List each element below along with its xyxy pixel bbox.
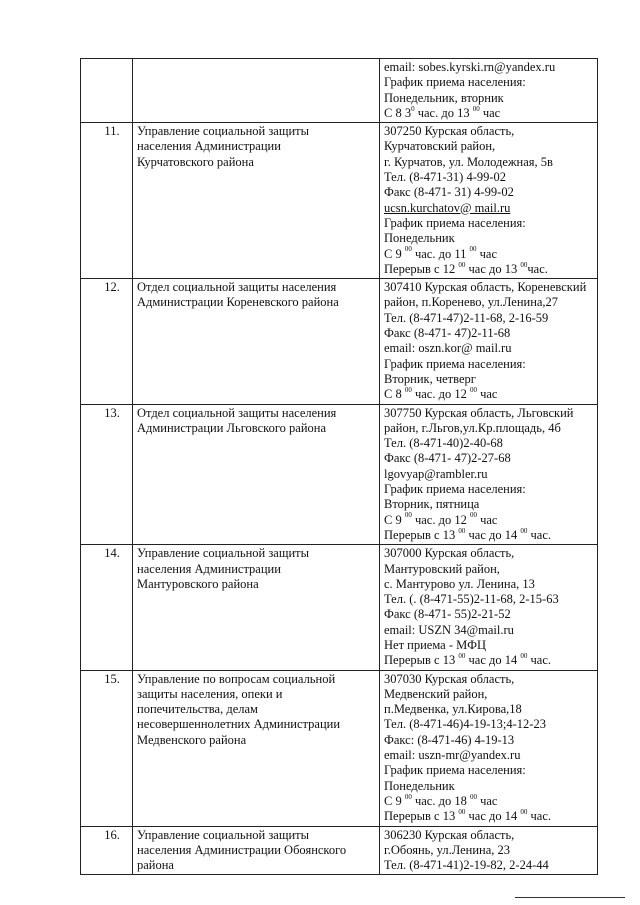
office-name-line: Курчатовского района <box>137 154 254 169</box>
contact-line: 307250 Курская область, <box>384 124 515 139</box>
row-number-cell <box>81 670 133 826</box>
time-minutes: 00 <box>404 245 412 254</box>
contact-line: Понедельник, вторник <box>384 90 504 105</box>
schedule-text: Перерыв с 13 <box>384 653 459 668</box>
contact-line: email: oszn.kor@ mail.ru <box>384 341 512 356</box>
table-row <box>81 123 598 279</box>
office-name-line: Медвенского района <box>137 732 247 747</box>
row-number: 15. <box>104 671 120 686</box>
office-name-line: несовершеннолетних Администрации <box>137 717 341 732</box>
time-minutes: 00 <box>472 104 480 113</box>
schedule-text: час <box>476 246 498 261</box>
schedule-line <box>384 794 594 809</box>
office-contact-cell <box>380 123 598 279</box>
office-name-line: Управление социальной защиты <box>137 124 310 139</box>
schedule-text: час до 14 <box>465 527 521 542</box>
row-number-cell <box>81 404 133 545</box>
schedule-text: час <box>476 793 498 808</box>
row-number: 13. <box>104 405 120 420</box>
contact-line: 307410 Курская область, Кореневский <box>384 280 587 295</box>
office-name-line: района <box>137 858 174 873</box>
table-row <box>81 404 598 545</box>
contact-line: Факс (8-471- 55)2-21-52 <box>384 607 511 622</box>
table-row <box>81 279 598 404</box>
time-minutes: 00 <box>520 808 528 817</box>
row-number: 14. <box>104 546 120 561</box>
office-name-line: Отдел социальной защиты населения <box>137 280 337 295</box>
table-row <box>81 545 598 670</box>
office-contact-cell <box>380 826 598 875</box>
contact-line: Факс (8-471- 47)2-11-68 <box>384 326 511 341</box>
contact-line: г.Обоянь, ул.Ленина, 23 <box>384 842 511 857</box>
office-contact-cell <box>380 545 598 670</box>
contact-line: п.Медвенка, ул.Кирова,18 <box>384 702 522 717</box>
schedule-text: С 8 3 <box>384 105 412 120</box>
office-contact-cell <box>380 279 598 404</box>
contact-line: Понедельник <box>384 231 455 246</box>
office-name-line: населения Администрации Обоянского <box>137 842 347 857</box>
contact-line: Тел. (. (8-471-55)2-11-68, 2-15-63 <box>384 592 559 607</box>
office-name-line: защиты населения, опеки и <box>137 686 283 701</box>
contact-line: с. Мантурово ул. Ленина, 13 <box>384 576 535 591</box>
time-minutes: 00 <box>520 652 528 661</box>
contact-line: email: sobes.kyrski.rn@yandex.ru <box>384 60 556 74</box>
schedule-text: час <box>476 512 498 527</box>
contact-line: Курчатовский район, <box>384 139 496 154</box>
office-name-line: Управление социальной защиты <box>137 827 310 842</box>
time-minutes: 00 <box>469 386 477 395</box>
contact-line: Тел. (8-471-31) 4-99-02 <box>384 170 507 185</box>
office-name-line: населения Администрации <box>137 139 281 154</box>
schedule-text: Перерыв с 13 <box>384 527 459 542</box>
contact-line: Понедельник <box>384 778 455 793</box>
office-name-cell <box>133 404 380 545</box>
contact-line: 307750 Курская область, Льговский <box>384 405 574 420</box>
time-minutes: 00 <box>458 808 466 817</box>
schedule-line <box>384 809 594 824</box>
office-name-line: попечительства, делам <box>137 702 258 717</box>
time-minutes: 00 <box>458 526 466 535</box>
contact-line: График приема населения: <box>384 763 526 778</box>
time-minutes: 00 <box>520 260 528 269</box>
time-minutes: 00 <box>404 792 412 801</box>
contact-line: 306230 Курская область, <box>384 827 515 842</box>
contact-line: 307000 Курская область, <box>384 546 515 561</box>
schedule-text: час. до 18 <box>411 793 470 808</box>
schedule-line <box>384 653 594 668</box>
time-minutes: 00 <box>458 260 466 269</box>
schedule-text: час. до 13 <box>414 105 473 120</box>
row-number-cell <box>81 545 133 670</box>
office-contact-cell <box>380 404 598 545</box>
table-row <box>81 59 598 123</box>
contact-line: Медвенский район, <box>384 686 488 701</box>
office-name-line: населения Администрации <box>137 561 281 576</box>
contact-line: График приема населения: <box>384 356 526 371</box>
schedule-line <box>384 528 594 543</box>
office-name-cell <box>133 123 380 279</box>
schedule-line <box>384 247 594 262</box>
office-name-line: Администрации Кореневского района <box>137 295 339 310</box>
office-name-cell <box>133 59 380 123</box>
schedule-line <box>384 106 594 121</box>
offices-table <box>80 58 598 875</box>
contact-line: Вторник, пятница <box>384 497 480 512</box>
schedule-text: час <box>479 105 501 120</box>
schedule-line <box>384 387 594 402</box>
schedule-text: час. <box>527 809 551 824</box>
schedule-text: час. <box>527 527 551 542</box>
time-minutes: 00 <box>404 386 412 395</box>
office-name-line: Мантуровского района <box>137 576 259 591</box>
table-row <box>81 826 598 875</box>
row-number-cell <box>81 123 133 279</box>
schedule-text: час. до 11 <box>411 246 470 261</box>
row-number-cell <box>81 279 133 404</box>
schedule-text: час до 14 <box>465 653 521 668</box>
contact-line: 307030 Курская область, <box>384 671 515 686</box>
email-link: ucsn.kurchatov@ mail.ru <box>384 200 511 215</box>
contact-line: Вторник, четверг <box>384 371 476 386</box>
footer-rule <box>515 897 625 898</box>
contact-line: График приема населения: <box>384 482 526 497</box>
contact-line: г. Курчатов, ул. Молодежная, 5в <box>384 154 553 169</box>
time-minutes: 00 <box>469 792 477 801</box>
office-name-line: Отдел социальной защиты населения <box>137 405 337 420</box>
offices-table-body <box>81 59 598 875</box>
schedule-text: Перерыв с 13 <box>384 809 459 824</box>
schedule-text: С 9 <box>384 512 405 527</box>
schedule-text: час. до 12 <box>411 387 470 402</box>
row-number: 12. <box>104 280 120 295</box>
schedule-text: С 9 <box>384 246 405 261</box>
contact-line: Тел. (8-471-46)4-19-13;4-12-23 <box>384 717 546 732</box>
table-row <box>81 670 598 826</box>
schedule-text: час до 14 <box>465 809 521 824</box>
row-number: 16. <box>104 827 120 842</box>
office-contact-cell <box>380 59 598 123</box>
schedule-text: час. <box>527 261 548 276</box>
contact-line: район, г.Льгов,ул.Кр.площадь, 4б <box>384 420 561 435</box>
office-name-cell <box>133 826 380 875</box>
schedule-text: час. <box>527 653 551 668</box>
contact-line: Тел. (8-471-41)2-19-82, 2-24-44 <box>384 858 549 873</box>
contact-line: Тел. (8-471-40)2-40-68 <box>384 436 503 451</box>
contact-line: Факс: (8-471-46) 4-19-13 <box>384 732 515 747</box>
office-contact-cell <box>380 670 598 826</box>
schedule-text: С 8 <box>384 387 405 402</box>
time-minutes: 00 <box>458 652 466 661</box>
contact-line: Тел. (8-471-47)2-11-68, 2-16-59 <box>384 310 549 325</box>
time-minutes: 00 <box>520 526 528 535</box>
schedule-text: час. до 12 <box>411 512 470 527</box>
time-minutes: 00 <box>469 245 477 254</box>
schedule-text: С 9 <box>384 793 405 808</box>
office-name-cell <box>133 670 380 826</box>
contact-line: email: USZN 34@mail.ru <box>384 622 514 637</box>
contact-line: Мантуровский район, <box>384 561 500 576</box>
office-name-cell <box>133 545 380 670</box>
contact-line: График приема населения: <box>384 75 526 90</box>
row-number: 11. <box>104 124 120 139</box>
contact-line: lgovyap@rambler.ru <box>384 466 488 481</box>
office-name-line: Администрации Льговского района <box>137 420 326 435</box>
office-name-cell <box>133 279 380 404</box>
row-number-cell <box>81 826 133 875</box>
contact-line: email: uszn-mr@yandex.ru <box>384 748 521 763</box>
contact-line: Факс (8-471- 47)2-27-68 <box>384 451 511 466</box>
schedule-line <box>384 262 594 277</box>
office-name-line: Управление социальной защиты <box>137 546 310 561</box>
contact-line: Нет приема - МФЦ <box>384 637 486 652</box>
office-name-line: Управление по вопросам социальной <box>137 671 336 686</box>
contact-line: Факс (8-471- 31) 4-99-02 <box>384 185 514 200</box>
schedule-text: Перерыв с 12 <box>384 261 459 276</box>
contact-line: район, п.Коренево, ул.Ленина,27 <box>384 295 559 310</box>
time-minutes: 00 <box>469 511 477 520</box>
schedule-text: час <box>476 387 498 402</box>
time-minutes: 0 <box>411 104 415 113</box>
schedule-text: час до 13 <box>465 261 521 276</box>
time-minutes: 00 <box>404 511 412 520</box>
schedule-line <box>384 513 594 528</box>
contact-line: График приема населения: <box>384 215 526 230</box>
row-number-cell <box>81 59 133 123</box>
